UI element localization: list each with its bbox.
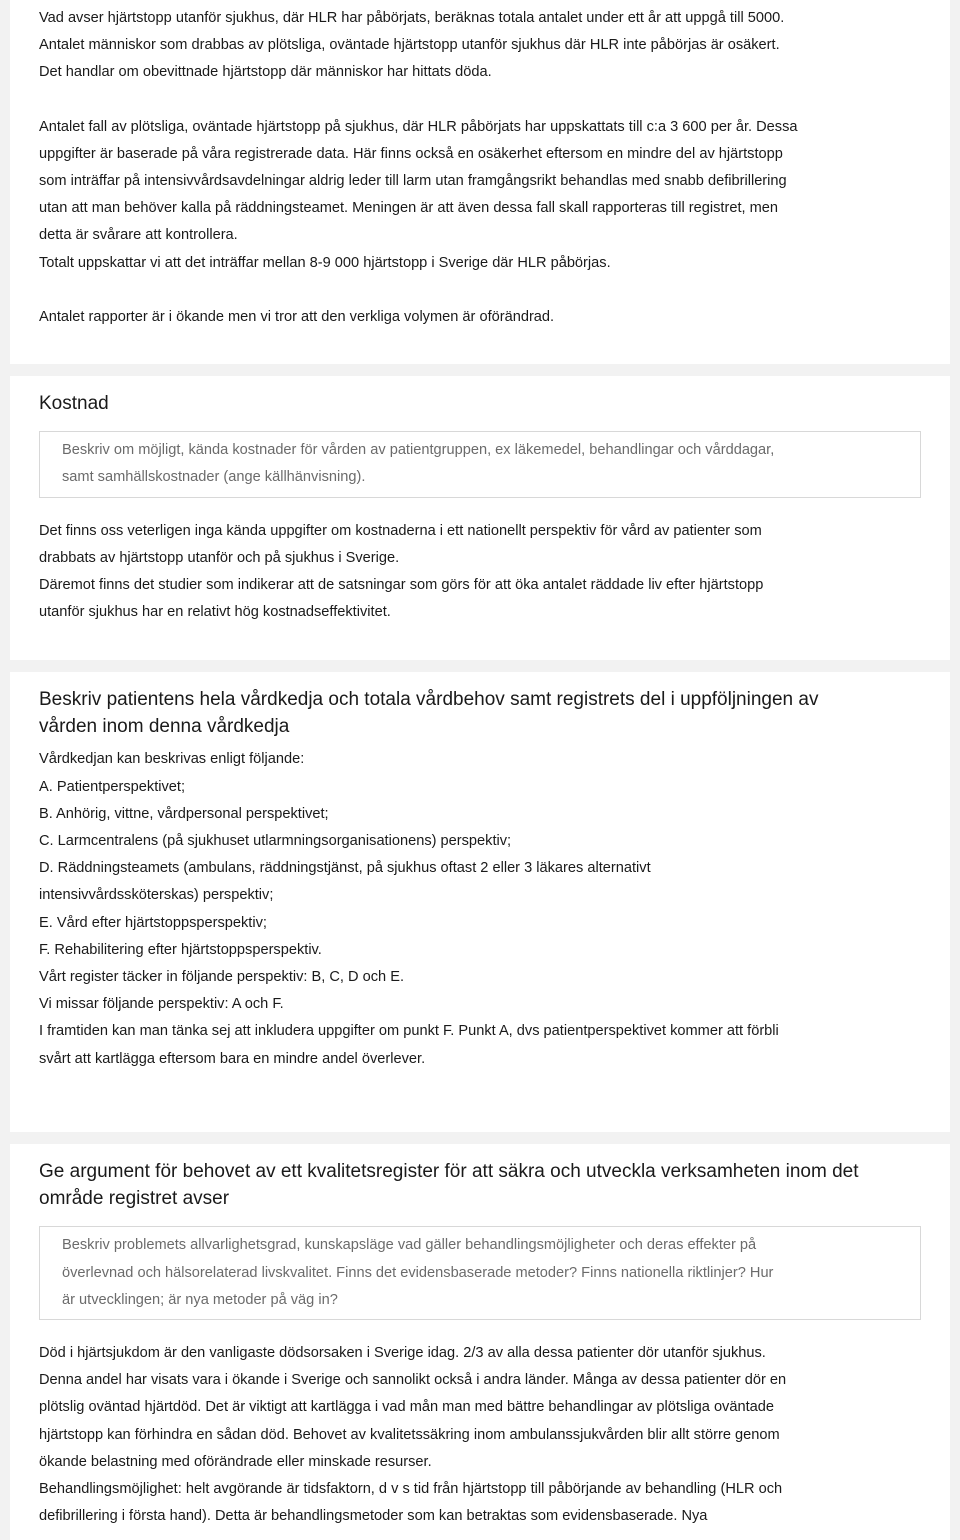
instruction-line: Beskriv om möjligt, kända kostnader för vården av patientgruppen, ex läkemedel, behandlingar och vårddagar,	[62, 442, 775, 459]
text-line: Antalet människor som drabbas av plötsliga, oväntade hjärtstopp utanför sjukhus där HLR inte påbörjas är osäkert.	[39, 37, 780, 54]
text-line: utan att man behöver kalla på räddningsteamet. Meningen är att även dessa fall skall rapporteras till registret, men	[39, 200, 779, 217]
list-item: C. Larmcentralens (på sjukhuset utlarmningsorganisationens) perspektiv;	[39, 833, 512, 850]
care-chain-section	[10, 672, 950, 1132]
text-line: Antalet rapporter är i ökande men vi tror att den verkliga volymen är oförändrad.	[39, 308, 555, 325]
list-item: E. Vård efter hjärtstoppsperspektiv;	[39, 914, 267, 931]
text-line: drabbats av hjärtstopp utanför och på sjukhus i Sverige.	[39, 549, 400, 566]
text-line: defibrillering i första hand). Detta är behandlingsmetoder som kan betraktas som evidensbaserade. Nya	[39, 1508, 708, 1525]
list-item: D. Räddningsteamets (ambulans, räddningstjänst, på sjukhus oftast 2 eller 3 läkares alternativt	[39, 860, 651, 877]
section-title-line: Beskriv patientens hela vårdkedja och totala vårdbehov samt registrets del i uppföljningen av	[39, 689, 819, 710]
text-line: Däremot finns det studier som indikerar att de satsningar som görs för att öka antalet räddade liv efter hjärtstopp	[39, 577, 764, 594]
text-line: Totalt uppskattar vi att det inträffar mellan 8-9 000 hjärtstopp i Sverige där HLR påbörjas.	[39, 254, 611, 271]
text-line: detta är svårare att kontrollera.	[39, 227, 238, 244]
section-title: Kostnad	[39, 393, 109, 414]
list-item: F. Rehabilitering efter hjärtstoppsperspektiv.	[39, 941, 322, 958]
section-title-line: område registret avser	[39, 1188, 230, 1210]
argument-section	[10, 1144, 950, 1540]
text-line: uppgifter är baserade på våra registrerade data. Här finns också en osäkerhet eftersom en mindre del av hjärtstopp	[39, 145, 783, 162]
text-line: Denna andel har visats vara i ökande i Sverige och sannolikt också i andra länder. Många av dessa patienter dör en	[39, 1372, 787, 1389]
text-line: Vårdkedjan kan beskrivas enligt följande:	[39, 751, 305, 768]
instruction-line: överlevnad och hälsorelaterad livskvalitet. Finns det evidensbaserade metoder? Finns nationella riktlinjer? Hur	[62, 1264, 774, 1281]
incidence-section	[10, 0, 950, 364]
text-line: Vårt register täcker in följande perspektiv: B, C, D och E.	[39, 969, 405, 986]
text-line: som inträffar på intensivvårdsavdelningar aldrig leder till larm utan framgångsrikt behandlas med snabb defibrillering	[39, 173, 787, 190]
text-line: hjärtstopp kan förhindra en sådan död. Behovet av kvalitetssäkring inom ambulanssjukvården blir allt större genom	[39, 1426, 780, 1443]
text-line: Det handlar om obevittnade hjärtstopp där människor har hittats döda.	[39, 64, 492, 81]
section-title	[39, 686, 921, 740]
section-title-line: vården inom denna vårdkedja	[39, 716, 290, 738]
instruction-line: är utvecklingen; är nya metoder på väg in?	[62, 1291, 338, 1308]
section-title-line: Ge argument för behovet av ett kvalitetsregister för att säkra och utveckla verksamheten inom det	[39, 1161, 859, 1182]
text-line: ökande belastning med oförändrade eller minskade resurser.	[39, 1453, 432, 1470]
text-line: Behandlingsmöjlighet: helt avgörande är tidsfaktorn, d v s tid från hjärtstopp till påbörjande av behandling (HLR och	[39, 1481, 783, 1498]
text-line: utanför sjukhus har en relativt hög kostnadseffektivitet.	[39, 604, 391, 621]
text-line: Vad avser hjärtstopp utanför sjukhus, där HLR har påbörjats, beräknas totala antalet under ett år att uppgå till 5000.	[39, 10, 785, 26]
instruction-box	[39, 431, 921, 497]
list-item: intensivvårdssköterskas) perspektiv;	[39, 887, 274, 904]
instruction-box	[39, 1226, 921, 1320]
text-line: plötslig oväntad hjärtdöd. Det är viktigt att kartlägga i vad mån man med bättre behandlingar av plötsliga oväntade	[39, 1399, 774, 1416]
cost-section	[10, 376, 950, 660]
text-line: Död i hjärtsjukdom är den vanligaste dödsorsaken i Sverige idag. 2/3 av alla dessa patienter dör utanför sjukhus.	[39, 1345, 766, 1362]
text-line: I framtiden kan man tänka sej att inkludera uppgifter om punkt F. Punkt A, dvs patientperspektivet kommer att förbli	[39, 1023, 779, 1040]
text-line: Det finns oss veterligen inga kända uppgifter om kostnaderna i ett nationellt perspektiv för vård av patienter som	[39, 522, 762, 539]
instruction-line: samt samhällskostnader (ange källhänvisning).	[62, 469, 366, 486]
text-line: Vi missar följande perspektiv: A och F.	[39, 996, 284, 1013]
text-line: Antalet fall av plötsliga, oväntade hjärtstopp på sjukhus, där HLR påbörjats har uppskattats till c:a 3 600 per år. Dessa	[39, 118, 798, 135]
list-item: A. Patientperspektivet;	[39, 778, 186, 795]
instruction-line: Beskriv problemets allvarlighetsgrad, kunskapsläge vad gäller behandlingsmöjligheter och deras effekter på	[62, 1237, 757, 1254]
text-line: svårt att kartlägga eftersom bara en mindre andel överlever.	[39, 1050, 426, 1067]
section-title	[39, 1158, 921, 1212]
list-item: B. Anhörig, vittne, vårdpersonal perspektivet;	[39, 805, 329, 822]
